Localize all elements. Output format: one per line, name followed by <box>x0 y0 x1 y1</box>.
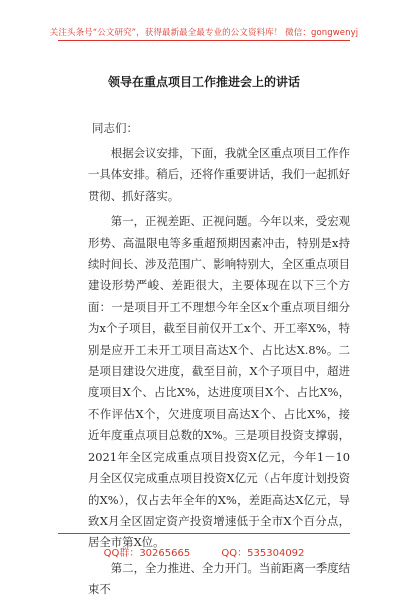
qq-group-text: QQ群：30265665 <box>103 548 191 559</box>
qq-number-text: QQ：535304092 <box>221 548 305 559</box>
header-divider <box>58 40 350 41</box>
footer-divider <box>58 533 350 534</box>
paragraph: 第一，正视差距、正视问题。今年以来，受宏观形势、高温限电等多重超预期因素冲击，特别是x持续时间长、涉及范围广、影响特别大，全区重点项目建设形势严峻、差距很大，主要体现在以下三个方面：一是项目开工不理想今年全区x个重点项目细分为x个子项目，截至目前仅开工x个、开工率X%，特别是应开工未开工项目高达X个、占比达X.8%。二是项目建设欠进度，截至目前，X个子项目中，超进度项目X个、占比X%，达进度项目X个、占比X%，不作评估X个，欠进度项目高达X个、占比X%，接近年度重点项目总数的X%。三是项目投资支撑弱，2021年全区完成重点项目投资X亿元，今年1－10月全区仅完成重点项目投资X亿元（占年度计划投资的X%），仅占去年全年的X%，差距高达X亿元，导致X月全区固定资产投资增速低于全市X个百分点，居全市第X位。 <box>88 214 351 550</box>
footer-contact <box>0 544 408 559</box>
header-banner: 关注头条号“公文研究”，获得最新最全最专业的公文资料库！ 微信：gongwenyj <box>49 28 359 38</box>
paragraph: 第二，全力推进、全力开门。当前距离一季度结束不 <box>88 560 351 597</box>
paragraph: 根据会议安排，下面，我就全区重点项目工作作一具体安排。稍后，还将作重要讲话，我们一起抓好贯彻、抓好落实。 <box>88 146 351 203</box>
document-body <box>88 143 350 605</box>
document-title: 领导在重点项目工作推进会上的讲话 <box>107 75 300 89</box>
salutation: 同志们： <box>92 121 138 135</box>
